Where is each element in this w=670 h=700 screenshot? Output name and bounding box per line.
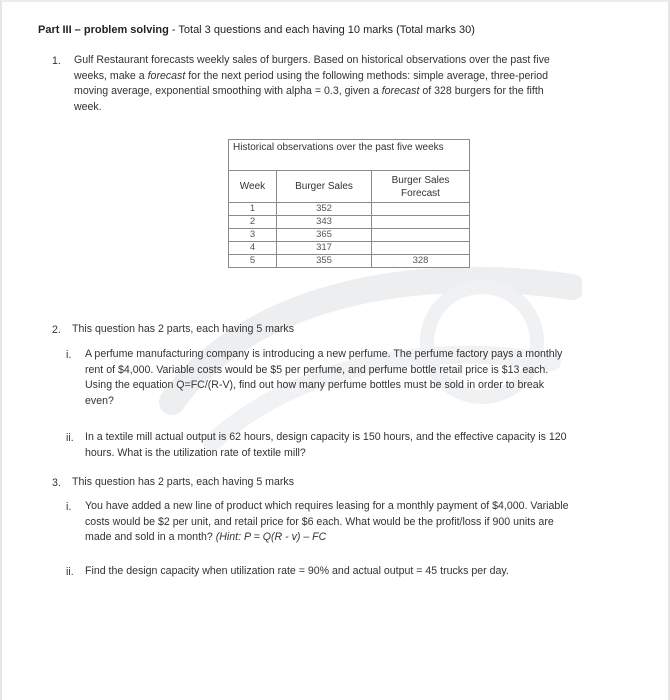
q3-i-line-b: costs would be $2 per unit, and retail price for $6 each. What would be the profit/loss if 900 units are — [85, 515, 554, 528]
cell-forecast — [372, 229, 470, 242]
q2-part-ii-text — [85, 430, 645, 461]
q1-forecast-emphasis-2: forecast — [381, 85, 420, 97]
cell-forecast — [372, 216, 470, 229]
q2-i-line-d: even? — [85, 394, 114, 407]
q2-ii-line-a: In a textile mill actual output is 62 hours, design capacity is 150 hours, and the effective capacity is 120 — [85, 431, 567, 443]
q1-number: 1. — [52, 55, 61, 67]
q1-text — [74, 53, 634, 115]
q3-part-i-number: i. — [66, 501, 72, 513]
cell-sales: 352 — [277, 203, 372, 216]
q1-line-c: moving average, exponential smoothing with alpha = 0.3, given a forecast of 328 burgers for the fifth — [74, 85, 544, 97]
cell-sales: 365 — [277, 229, 372, 242]
cell-forecast — [372, 203, 470, 216]
q3-part-ii-text: Find the design capacity when utilization rate = 90% and actual output = 45 trucks per day. — [85, 565, 509, 577]
q2-part-i-number: i. — [66, 349, 72, 361]
cell-forecast: 328 — [372, 255, 470, 268]
q3-number: 3. — [52, 477, 61, 489]
cell-sales: 317 — [277, 242, 372, 255]
q2-i-line-b: rent of $4,000. Variable costs would be $5 per perfume, and perfume bottle retail price is $13 each. — [85, 363, 549, 376]
section-heading-rest: - Total 3 questions and each having 10 marks (Total marks 30) — [168, 24, 475, 36]
q2-part-i-text — [85, 347, 645, 409]
cell-sales: 343 — [277, 216, 372, 229]
table-row — [229, 216, 470, 229]
cell-week: 5 — [229, 255, 277, 268]
table-caption: Historical observations over the past five weeks — [229, 140, 470, 171]
section-heading-bold: Part III – problem solving — [38, 24, 169, 36]
q1-forecast-emphasis: forecast — [147, 69, 186, 82]
col-header-week: Week — [229, 171, 277, 203]
q3-i-line-c: made and sold in a month? (Hint: P = Q(R - v) – FC — [85, 531, 327, 543]
col-header-forecast: Burger Sales Forecast — [372, 171, 470, 203]
q3-hint: (Hint: P = Q(R - v) – FC — [215, 531, 327, 543]
col-header-sales: Burger Sales — [277, 171, 372, 203]
cell-week: 1 — [229, 203, 277, 216]
historical-observations-table — [228, 139, 470, 268]
q2-part-ii-number: ii. — [66, 432, 74, 444]
table-row — [229, 203, 470, 216]
section-heading — [38, 24, 475, 36]
cell-week: 4 — [229, 242, 277, 255]
q3-part-ii-number: ii. — [66, 566, 74, 578]
q2-intro: This question has 2 parts, each having 5 marks — [72, 323, 294, 335]
q1-line-b: weeks, make a forecast for the next period using the following methods: simple average, three-period — [74, 69, 549, 82]
table-row — [229, 255, 470, 268]
q1-line-a: Gulf Restaurant forecasts weekly sales of burgers. Based on historical observations over the past five — [74, 54, 550, 66]
q3-part-i-text — [85, 499, 645, 546]
cell-week: 3 — [229, 229, 277, 242]
q2-i-line-c: Using the equation Q=FC/(R-V), find out how many perfume bottles must be sold in order to break — [85, 379, 544, 391]
cell-sales: 355 — [277, 255, 372, 268]
cell-week: 2 — [229, 216, 277, 229]
table-row — [229, 229, 470, 242]
q2-number: 2. — [52, 324, 61, 336]
q3-i-line-a: You have added a new line of product which requires leasing for a monthly payment of $4,000. Variable — [85, 500, 569, 512]
cell-forecast — [372, 242, 470, 255]
q3-intro: This question has 2 parts, each having 5 marks — [72, 476, 294, 488]
q1-line-d: week. — [74, 100, 102, 113]
table-row — [229, 242, 470, 255]
q2-ii-line-b: hours. What is the utilization rate of textile mill? — [85, 446, 306, 459]
q2-i-line-a: A perfume manufacturing company is introducing a new perfume. The perfume factory pays a monthly — [85, 348, 563, 360]
